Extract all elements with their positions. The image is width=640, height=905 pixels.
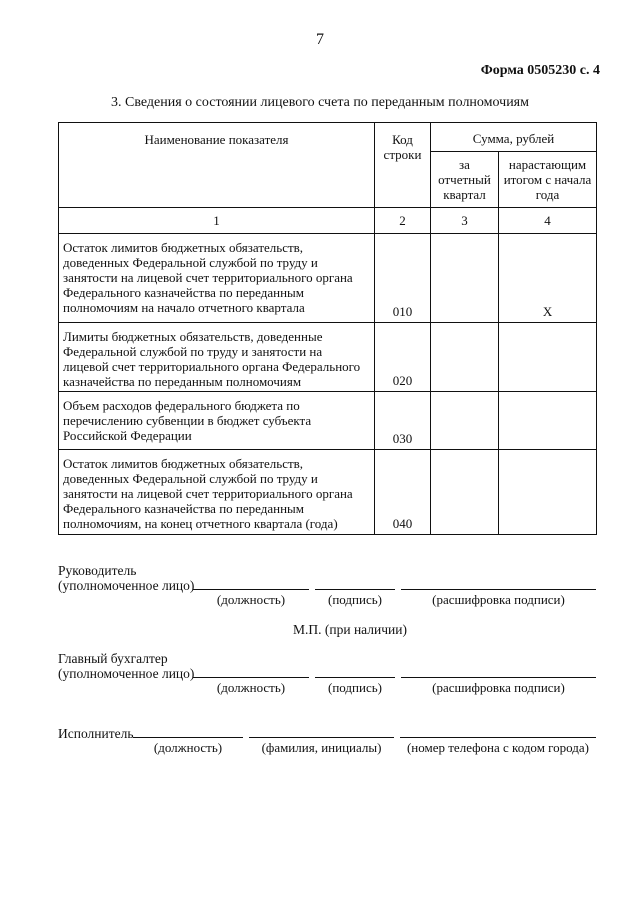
row-cumulative-value [499,392,597,450]
row-cumulative-value: X [499,234,597,323]
row-code: 030 [375,392,431,450]
column-number: 2 [375,208,431,234]
accountant-signature-caption: (подпись) [328,680,382,695]
head-label: Руководитель [58,563,137,578]
head-position-caption: (должность) [216,592,286,607]
page-number: 7 [316,31,324,48]
row-quarter-value [431,234,499,323]
report-table [58,122,597,535]
row-name: Объем расходов федерального бюджета по перечислению субвенции в бюджет субъекта Российской Федерации [59,392,375,450]
executor-label: Исполнитель [58,726,134,741]
row-name: Остаток лимитов бюджетных обязательств, доведенных Федеральной службой по труду и занятости на лицевой счет территориального органа Федерального казначейства по переданным полномочиям на начало отчетного квартала [59,234,375,323]
row-name: Остаток лимитов бюджетных обязательств, доведенных Федеральной службой по труду и занятости на лицевой счет территориального органа Федерального казначейства по переданным полномочиям, на конец отчетного квартала (года) [59,450,375,535]
row-quarter-value [431,450,499,535]
stamp-label: М.П. (при наличии) [293,622,407,637]
column-number: 4 [499,208,597,234]
head-authorized-label: (уполномоченное лицо) [58,578,195,593]
executor-fio-caption: (фамилия, инициалы) [261,740,382,755]
header-sum-cumulative: нарастающим итогом с начала года [499,152,597,208]
row-code: 040 [375,450,431,535]
table-row [59,450,597,535]
header-name: Наименование показателя [59,123,375,208]
table-row [59,392,597,450]
table-row [59,234,597,323]
header-code [375,123,431,208]
head-signature-caption: (подпись) [328,592,382,607]
accountant-decoding-caption: (расшифровка подписи) [432,680,565,695]
form-number: Форма 0505230 с. 4 [480,63,600,78]
column-numbers-row [59,208,597,234]
row-cumulative-value [499,450,597,535]
row-name: Лимиты бюджетных обязательств, доведенные Федеральной службой по труду и занятости на лицевой счет территориального органа Федерального казначейства по переданным полномочиям [59,323,375,392]
table-header-row [59,123,597,152]
section-title: 3. Сведения о состоянии лицевого счета по переданным полномочиям [111,95,529,110]
executor-position-line [133,737,243,738]
header-sum: Сумма, рублей [431,123,597,152]
header-code-line1: Код [392,132,413,147]
executor-position-caption: (должность) [153,740,223,755]
column-number: 1 [59,208,375,234]
head-signature-line [315,589,395,590]
accountant-position-line [193,677,309,678]
table-row [59,323,597,392]
executor-phone-caption: (номер телефона с кодом города) [406,740,590,755]
executor-fio-line [249,737,394,738]
accountant-position-caption: (должность) [216,680,286,695]
accountant-decoding-line [401,677,596,678]
header-code-line2: строки [383,147,422,162]
row-code: 010 [375,234,431,323]
row-code: 020 [375,323,431,392]
row-cumulative-value [499,323,597,392]
head-decoding-caption: (расшифровка подписи) [432,592,565,607]
row-quarter-value [431,392,499,450]
accountant-authorized-label: (уполномоченное лицо) [58,666,195,681]
accountant-label: Главный бухгалтер [58,651,168,666]
head-position-line [193,589,309,590]
accountant-signature-line [315,677,395,678]
row-quarter-value [431,323,499,392]
executor-phone-line [400,737,596,738]
header-sum-quarter: за отчетный квартал [431,152,499,208]
head-decoding-line [401,589,596,590]
column-number: 3 [431,208,499,234]
